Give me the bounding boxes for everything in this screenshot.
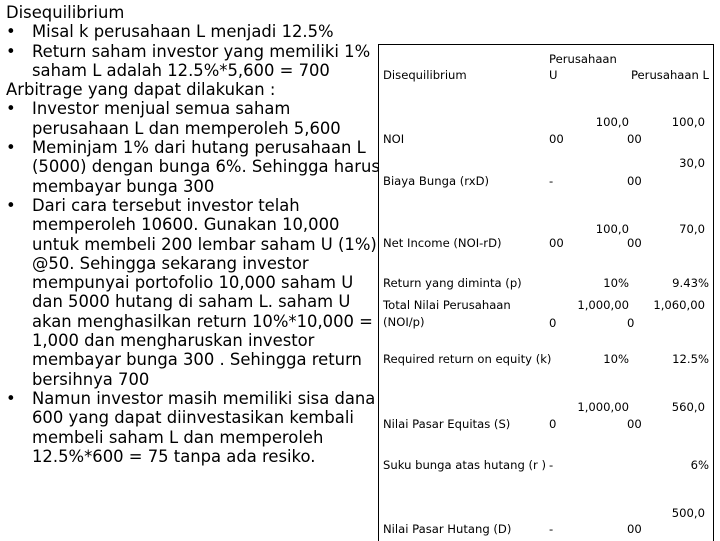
bullet-continuation: membeli saham L dan memperoleh (32, 427, 324, 447)
bullet-continuation: 12.5%*600 = 75 tanpa ada resiko. (32, 446, 316, 466)
col-header-u: Perusahaan (549, 52, 617, 66)
bullet-item (6, 196, 374, 215)
table-header-label: Disequilibrium (383, 68, 467, 82)
bullet-dot-icon: • (6, 22, 16, 42)
bullet-continuation: 600 yang dapat diinvestasikan kembali (32, 408, 354, 428)
cell-suku-bunga-u: - (549, 458, 554, 472)
bullet-continuation: saham L adalah 12.5%*5,600 = 700 (32, 60, 330, 80)
bullet-item (6, 42, 374, 61)
row-label-biaya-bunga: Biaya Bunga (rxD) (383, 174, 490, 188)
row-label-return-diminta: Return yang diminta (p) (383, 276, 522, 290)
bullet-continuation: akan menghasilkan return 10%*10,000 = (32, 311, 373, 331)
bullet-dot-icon: • (6, 388, 16, 408)
row-label-nilai-equitas: Nilai Pasar Equitas (S) (383, 417, 511, 431)
col-header-l: Perusahaan L (630, 68, 709, 82)
bullet-continuation: untuk membeli 200 lembar saham U (1%) (32, 234, 377, 254)
bullet-text: Namun investor masih memiliki sisa dana (32, 388, 376, 408)
row-label-required-return: Required return on equity (k) (383, 352, 552, 366)
bullet-continuation: bersihnya 700 (32, 369, 150, 389)
row-label-noi: NOI (383, 132, 405, 146)
bullet-item (6, 22, 374, 41)
bullet-dot-icon: • (6, 99, 16, 119)
bullet-item (6, 99, 374, 118)
col-header-u-2: U (549, 68, 558, 82)
cell-net-income-l: 70,0 (679, 222, 705, 236)
cell-equitas-u-2: 0 (549, 417, 557, 431)
row-label-total-nilai-2: (NOI/p) (383, 315, 425, 329)
cell-required-l: 12.5% (672, 352, 709, 366)
bullet-text: Meminjam 1% dari hutang perusahaan L (32, 138, 366, 158)
cell-noi-u: 100,0 (595, 115, 629, 129)
cell-equitas-u: 1,000,00 (577, 400, 629, 414)
bullet-continuation: perusahaan L dan memperoleh 5,600 (32, 118, 341, 138)
cell-total-nilai-u: 1,000,00 (577, 298, 629, 312)
bullet-item (6, 389, 374, 408)
row-label-net-income: Net Income (NOI-rD) (383, 236, 502, 250)
cell-return-u: 10% (603, 276, 629, 290)
cell-biaya-l-2: 00 (627, 174, 642, 188)
bullet-text: Misal k perusahaan L menjadi 12.5% (32, 22, 334, 42)
cell-biaya-l: 30,0 (679, 156, 705, 170)
bullet-continuation: @50. Sehingga sekarang investor (32, 253, 309, 273)
cell-noi-u-2: 00 (549, 132, 564, 146)
bullet-continuation: membayar bunga 300 (32, 176, 215, 196)
cell-total-nilai-u-2: 0 (549, 316, 557, 330)
cell-total-nilai-l: 1,060,00 (653, 298, 705, 312)
bullet-continuation: membayar bunga 300 . Sehingga return (32, 350, 362, 370)
bullet-dot-icon: • (6, 195, 16, 215)
cell-hutang-u: - (549, 522, 554, 536)
bullet-continuation: (5000) dengan bunga 6%. Sehingga harus (32, 157, 380, 177)
cell-total-nilai-l-2: 0 (627, 316, 635, 330)
bullet-dot-icon: • (6, 41, 16, 61)
cell-noi-l-2: 00 (627, 132, 642, 146)
subheading-arbitrage: Arbitrage yang dapat dilakukan : (6, 80, 276, 100)
bullet-text: Dari cara tersebut investor telah (32, 195, 300, 215)
cell-net-income-u: 100,0 (595, 222, 629, 236)
bullet-continuation: dan 5000 hutang di saham L. saham U (32, 292, 351, 312)
disequilibrium-table (378, 44, 714, 541)
cell-hutang-l-2: 00 (627, 522, 642, 536)
row-label-nilai-hutang: Nilai Pasar Hutang (D) (383, 522, 512, 536)
row-label-total-nilai: Total Nilai Perusahaan (383, 298, 511, 312)
bullet-continuation: memperoleh 10600. Gunakan 10,000 (32, 215, 340, 235)
cell-equitas-l-2: 00 (627, 417, 642, 431)
cell-net-income-l-2: 00 (627, 236, 642, 250)
bullet-text: Investor menjual semua saham (32, 99, 291, 119)
cell-net-income-u-2: 00 (549, 236, 564, 250)
cell-noi-l: 100,0 (671, 115, 705, 129)
row-label-suku-bunga: Suku bunga atas hutang (r ) (383, 458, 547, 472)
cell-required-u: 10% (603, 352, 629, 366)
cell-return-l: 9.43% (672, 276, 709, 290)
bullet-continuation: 1,000 dan mengharuskan investor (32, 331, 315, 351)
bullet-item (6, 138, 374, 157)
cell-biaya-u: - (549, 174, 554, 188)
cell-equitas-l: 560,0 (671, 400, 705, 414)
cell-suku-bunga-l: 6% (690, 458, 709, 472)
bullet-dot-icon: • (6, 138, 16, 158)
cell-hutang-l: 500,0 (671, 506, 705, 520)
heading-disequilibrium: Disequilibrium (6, 3, 125, 22)
bullet-text: Return saham investor yang memiliki 1% (32, 41, 371, 61)
bullet-continuation: mempunyai portofolio 10,000 saham U (32, 273, 354, 293)
bullet-text-block (6, 3, 380, 466)
